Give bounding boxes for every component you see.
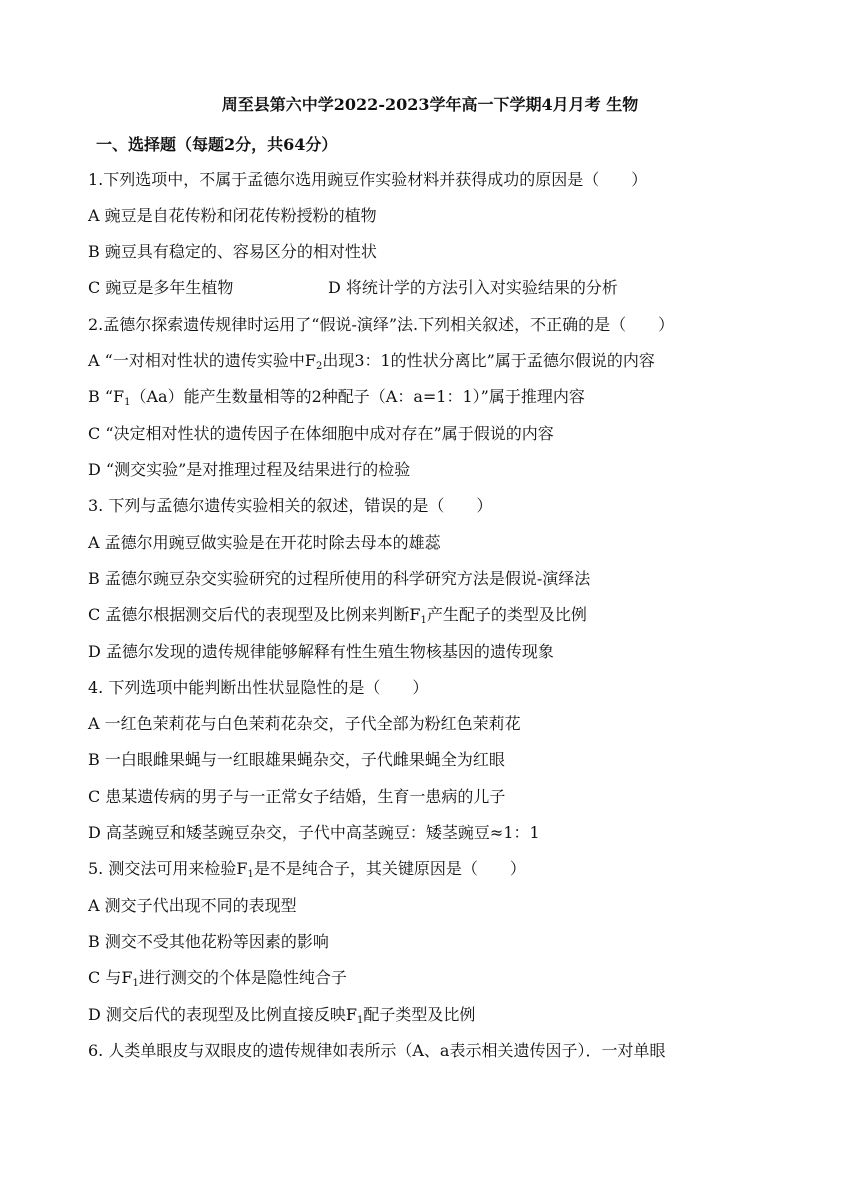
q1-option-a: A 豌豆是自花传粉和闭花传粉授粉的植物 — [88, 206, 377, 225]
q2-option-a: A “一对相对性状的遗传实验中$F_2$出现3：1的性状分离比”属于孟德尔假说的内容 — [88, 351, 655, 372]
q2-stem: 2.孟德尔探索遗传规律时运用了“假说-演绎”法.下列相关叙述，不正确的是（ ） — [88, 315, 675, 334]
exam-title: 周至县第六中学2022-2023学年高一下学期4月月考 生物 — [221, 95, 639, 114]
q4-stem: 4. 下列选项中能判断出性状显隐性的是（ ） — [88, 678, 429, 697]
q3-option-b: B 孟德尔豌豆杂交实验研究的过程所使用的科学研究方法是假说-演绎法 — [88, 569, 591, 588]
q2-option-d: D “测交实验”是对推理过程及结果进行的检验 — [88, 460, 411, 479]
q2-option-b: B “$F_1(Aa)$能产生数量相等的2种配子（A：a=1：1）”属于推理内容 — [88, 387, 585, 408]
q5-option-a: A 测交子代出现不同的表现型 — [88, 896, 297, 915]
q5-option-d: D 测交后代的表现型及比例直接反映$F_1$配子类型及比例 — [88, 1005, 476, 1026]
q1-option-c: C 豌豆是多年生植物 — [88, 278, 234, 297]
q3-option-c: C 孟德尔根据测交后代的表现型及比例来判断$F_1$产生配子的类型及比例 — [88, 605, 587, 626]
q5-option-c: C 与$F_1$进行测交的个体是隐性纯合子 — [88, 968, 347, 989]
q1-option-b: B 豌豆具有稳定的、容易区分的相对性状 — [88, 242, 377, 261]
q2-option-c: C “决定相对性状的遗传因子在体细胞中成对存在”属于假说的内容 — [88, 424, 554, 443]
section-heading: 一、选择题（每题2分，共64分） — [96, 135, 338, 154]
q6-stem: 6. 人类单眼皮与双眼皮的遗传规律如表所示（A、a表示相关遗传因子）．一对单眼 — [88, 1041, 666, 1060]
q5-option-b: B 测交不受其他花粉等因素的影响 — [88, 932, 329, 951]
q1-options-c-d — [88, 278, 618, 298]
q3-option-a: A 孟德尔用豌豆做实验是在开花时除去母本的雄蕊 — [88, 533, 441, 552]
q1-stem: 1.下列选项中，不属于孟德尔选用豌豆作实验材料并获得成功的原因是（ ） — [88, 170, 648, 189]
q3-option-d: D 孟德尔发现的遗传规律能够解释有性生殖生物核基因的遗传现象 — [88, 642, 554, 661]
q1-option-d: D 将统计学的方法引入对实验结果的分析 — [328, 278, 618, 297]
q4-option-b: B 一白眼雌果蝇与一红眼雄果蝇杂交，子代雌果蝇全为红眼 — [88, 750, 505, 769]
q4-option-a: A 一红色茉莉花与白色茉莉花杂交，子代全部为粉红色茉莉花 — [88, 714, 521, 733]
q3-stem: 3. 下列与孟德尔遗传实验相关的叙述，错误的是（ ） — [88, 496, 493, 515]
q4-option-d: D 高茎豌豆和矮茎豌豆杂交，子代中高茎豌豆：矮茎豌豆≈1：1 — [88, 823, 540, 842]
q5-stem: 5. 测交法可用来检验$F_1$是不是纯合子，其关键原因是（ ） — [88, 859, 526, 880]
q4-option-c: C 患某遗传病的男子与一正常女子结婚，生育一患病的儿子 — [88, 787, 506, 806]
